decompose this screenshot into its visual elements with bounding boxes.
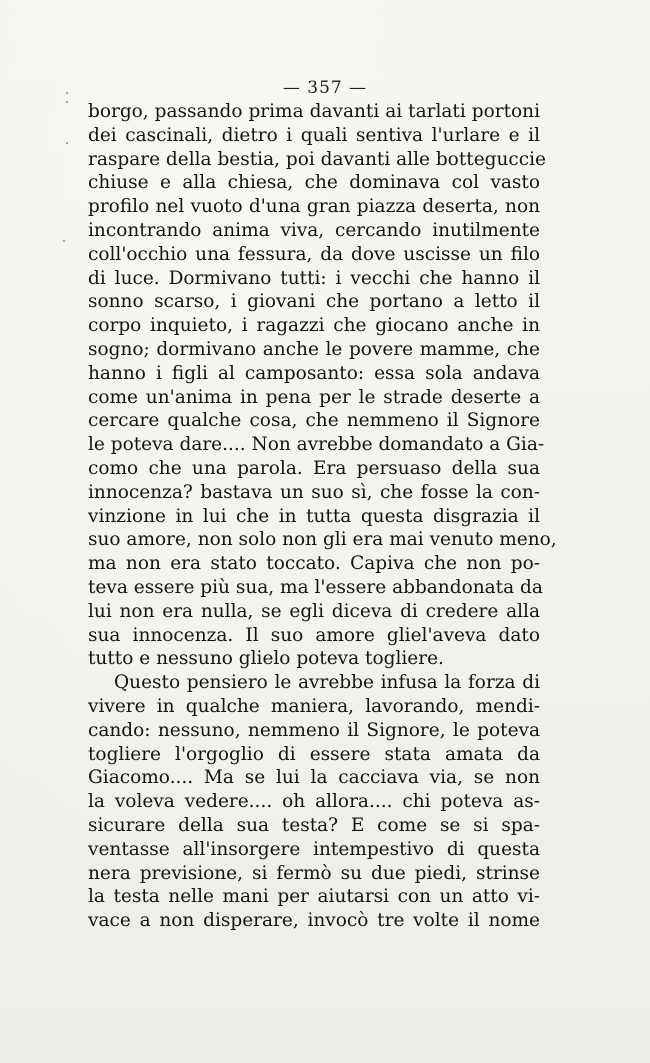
text-line: di luce. Dormivano tutti: i vecchi che hanno il <box>88 267 540 289</box>
scan-speck <box>66 92 68 94</box>
text-line: Questo pensiero le avrebbe infusa la forza di <box>114 672 540 694</box>
text-line: corpo inquieto, i ragazzi che giocano anche in <box>88 315 540 337</box>
text-line: cando: nessuno, nemmeno il Signore, le poteva <box>88 719 540 741</box>
text-line: borgo, passando prima davanti ai tarlati portoni <box>88 101 540 122</box>
text-line: la testa nelle mani per aiutarsi con un atto vi- <box>88 886 540 908</box>
text-line: hanno i figli al camposanto: essa sola andava <box>88 362 540 384</box>
text-line: como che una parola. Era persuaso della sua <box>88 457 540 479</box>
text-line: cercare qualche cosa, che nemmeno il Signore <box>88 410 540 432</box>
text-line: vace a non disperare, invocò tre volte il nome <box>88 910 540 932</box>
paragraph-2 <box>88 671 540 933</box>
text-line: chiuse e alla chiesa, che dominava col vasto <box>88 172 540 194</box>
text-line: sonno scarso, i giovani che portano a letto il <box>88 291 540 313</box>
body-text <box>88 100 557 933</box>
text-line: tutto e nessuno glielo poteva togliere. <box>88 648 444 670</box>
text-line: vinzione in lui che in tutta questa disgrazia il <box>88 505 540 527</box>
text-line: raspare della bestia, poi davanti alle botteguccie <box>88 148 546 170</box>
scan-speck <box>66 142 68 144</box>
scan-speck <box>63 240 65 242</box>
text-line: nera previsione, si fermò su due piedi, strinse <box>88 862 540 884</box>
text-line: Giacomo.... Ma se lui la cacciava via, se non <box>88 767 540 789</box>
text-line: le poteva dare.... Non avrebbe domandato a Gia- <box>88 434 545 456</box>
paragraph-1 <box>88 100 557 671</box>
text-line: coll'occhio una fessura, da dove uscisse un filo <box>88 243 540 265</box>
text-line: incontrando anima viva, cercando inutilmente <box>88 219 540 241</box>
text-line: la voleva vedere.... oh allora.... chi poteva as- <box>88 791 540 813</box>
text-line: teva essere più sua, ma l'essere abbandonata da <box>88 576 543 598</box>
text-line: ventasse all'insorgere intempestivo di questa <box>88 838 540 860</box>
text-line: togliere l'orgoglio di essere stata amata da <box>88 743 540 765</box>
scan-speck <box>66 101 68 103</box>
text-line: vivere in qualche maniera, lavorando, mendi- <box>88 695 540 717</box>
text-line: sogno; dormivano anche le povere mamme, che <box>88 338 540 360</box>
text-line: innocenza? bastava un suo sì, che fosse la con- <box>88 481 540 503</box>
text-line: sua innocenza. Il suo amore gliel'aveva dato <box>88 624 540 646</box>
text-line: come un'anima in pena per le strade deserte a <box>88 386 540 408</box>
text-line: suo amore, non solo non gli era mai venuto meno, <box>88 529 557 551</box>
text-line: ma non era stato toccato. Capiva che non po- <box>88 553 540 575</box>
page-number: — 357 — <box>282 78 368 98</box>
text-line: dei cascinali, dietro i quali sentiva l'urlare e il <box>88 124 540 146</box>
text-line: lui non era nulla, se egli diceva di credere alla <box>88 600 540 622</box>
text-line: sicurare della sua testa? E come se si spa- <box>88 814 540 836</box>
text-line: profilo nel vuoto d'una gran piazza deserta, non <box>88 196 540 218</box>
